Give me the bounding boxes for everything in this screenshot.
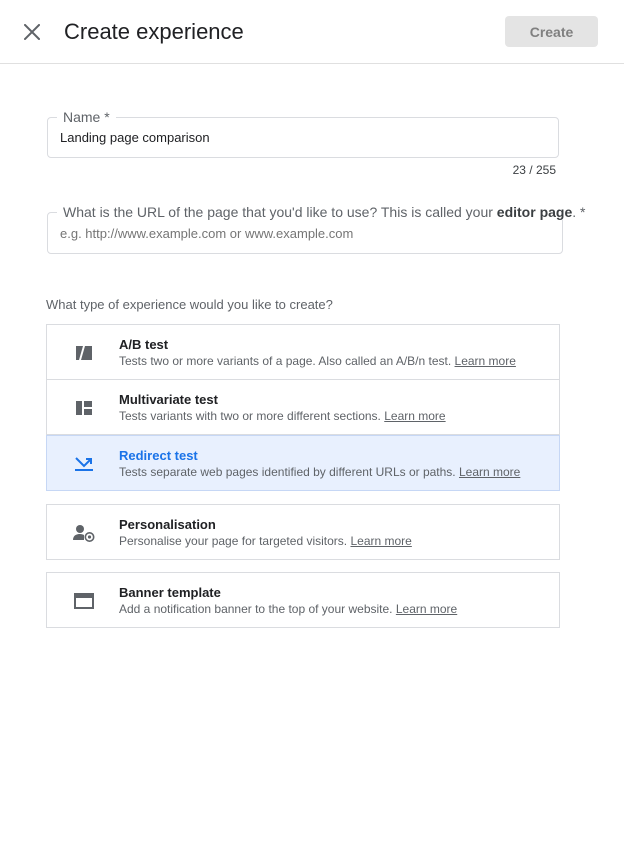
option-ab-test[interactable] xyxy=(46,324,560,380)
option-description: Personalise your page for targeted visitors. Learn more xyxy=(119,534,412,548)
editor-url-label: What is the URL of the page that you'd like to use? This is called your editor page. * xyxy=(57,204,592,220)
editor-url-field[interactable] xyxy=(47,204,586,254)
name-input[interactable] xyxy=(60,130,540,145)
experience-type-question: What type of experience would you like to create? xyxy=(46,297,333,312)
personalisation-icon xyxy=(73,523,95,543)
name-field[interactable] xyxy=(47,109,559,158)
learn-more-link[interactable]: Learn more xyxy=(395,602,458,616)
learn-more-link[interactable]: Learn more xyxy=(458,465,521,479)
dialog-header xyxy=(0,0,624,64)
multivariate-icon xyxy=(73,398,95,418)
page-title: Create experience xyxy=(64,19,244,44)
close-button[interactable] xyxy=(18,18,46,46)
name-char-counter: 23 / 255 xyxy=(512,163,556,177)
option-description: Add a notification banner to the top of your website. Learn more xyxy=(119,602,458,616)
create-button[interactable]: Create xyxy=(505,16,598,47)
option-title: Redirect test xyxy=(119,448,198,463)
redirect-icon xyxy=(73,454,95,474)
option-description: Tests two or more variants of a page. Also called an A/B/n test. Learn more xyxy=(119,354,516,368)
option-title: A/B test xyxy=(119,337,169,352)
option-title: Multivariate test xyxy=(119,392,218,407)
option-redirect-test[interactable] xyxy=(46,435,560,491)
option-description: Tests separate web pages identified by different URLs or paths. Learn more xyxy=(119,465,521,479)
learn-more-link[interactable]: Learn more xyxy=(454,354,516,368)
option-title: Personalisation xyxy=(119,517,216,532)
learn-more-link[interactable]: Learn more xyxy=(350,534,412,548)
close-icon xyxy=(24,24,40,40)
editor-url-input[interactable] xyxy=(60,226,540,241)
learn-more-link[interactable]: Learn more xyxy=(384,409,446,423)
name-field-label: Name * xyxy=(57,109,116,125)
option-multivariate-test[interactable] xyxy=(46,379,560,435)
option-title: Banner template xyxy=(119,585,221,600)
option-personalisation[interactable] xyxy=(46,504,560,560)
option-description: Tests variants with two or more different sections. Learn more xyxy=(119,409,446,423)
banner-icon xyxy=(73,591,95,611)
option-banner-template[interactable] xyxy=(46,572,560,628)
ab-test-icon xyxy=(73,343,95,363)
